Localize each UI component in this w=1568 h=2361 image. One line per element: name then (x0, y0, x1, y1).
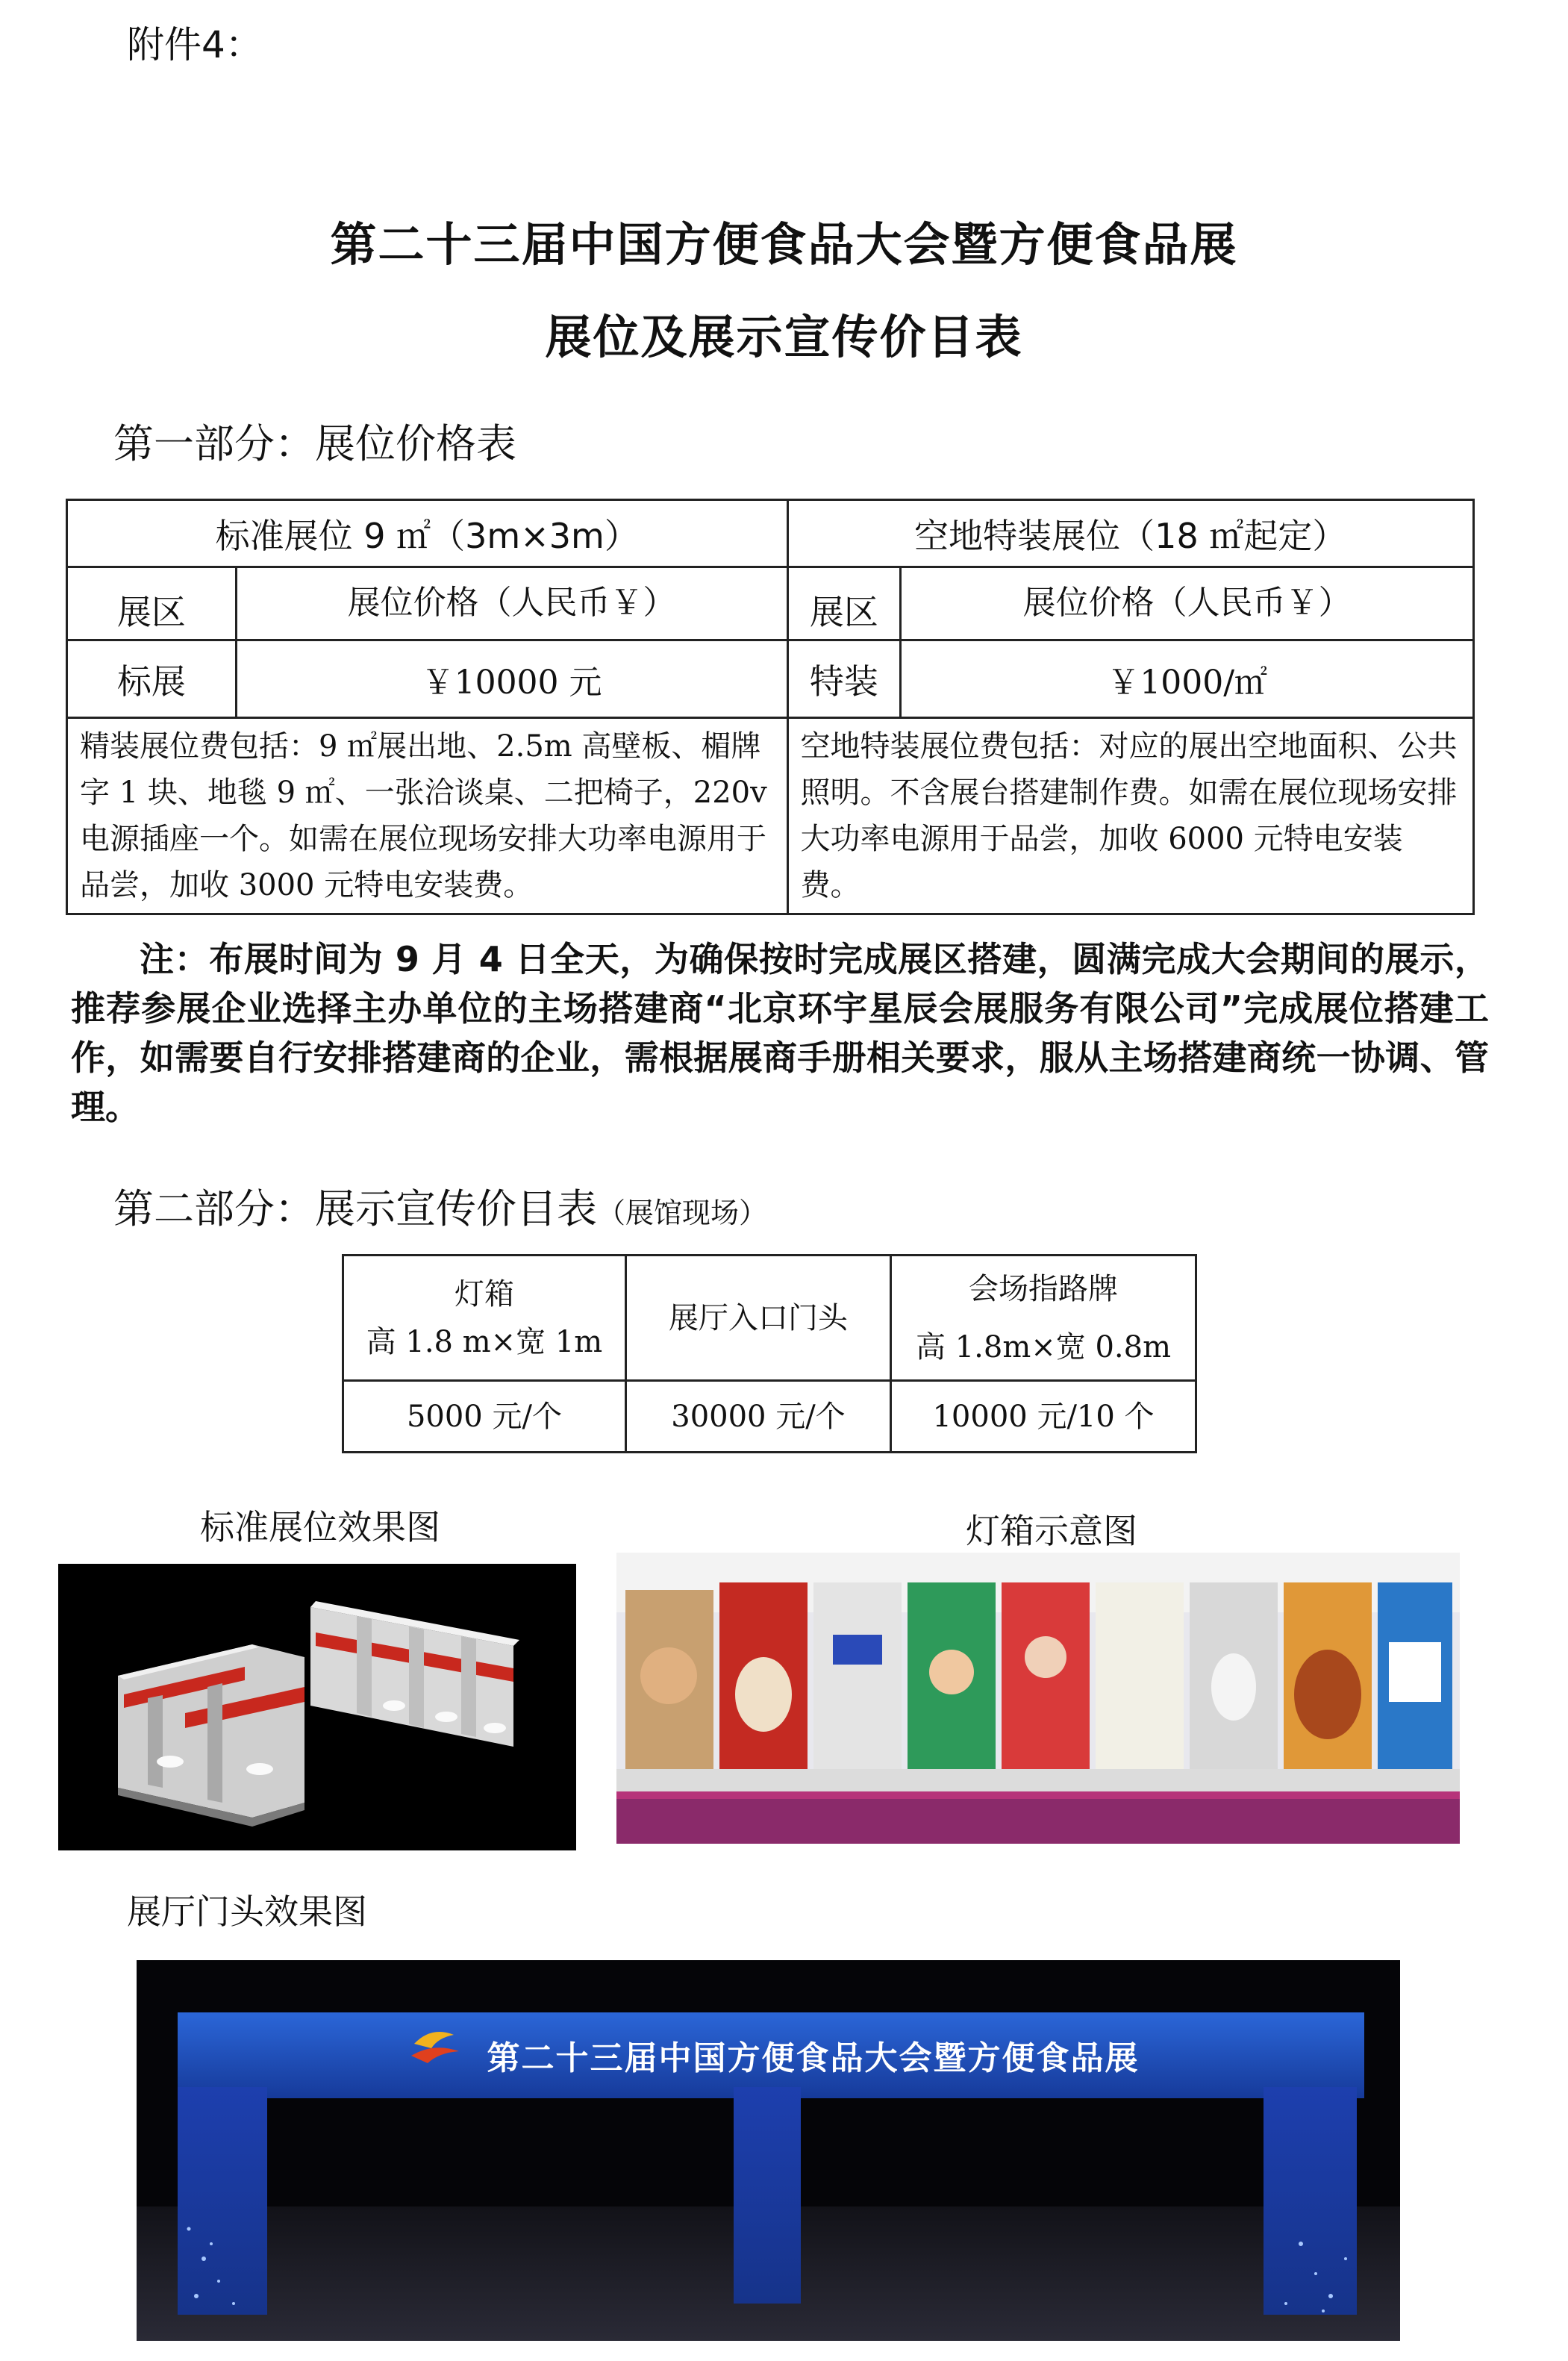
booth-render-caption: 标准展位效果图 (200, 1507, 440, 1547)
booth-render-image (58, 1564, 576, 1850)
special-price-value: ￥1000/㎡ (901, 640, 1474, 718)
attachment-label: 附件4： (127, 23, 263, 66)
booth-price-table (66, 499, 1475, 915)
lightbox-price: 5000 元/个 (343, 1381, 626, 1453)
standard-booth-description: 精装展位费包括：9 ㎡展出地、2.5m 高壁板、楣牌字 1 块、地毯 9 ㎡、一张洽谈桌、二把椅子，220v 电源插座一个。如需在展位现场安排大功率电源用于品尝，加收 3000 元特电安装费。 (67, 718, 788, 914)
entrance-name: 展厅入口门头 (625, 1256, 890, 1381)
standard-price-value: ￥10000 元 (236, 640, 787, 718)
part2-heading-text: 第二部分：展示宣传价目表 (113, 1185, 597, 1232)
signpost-price: 10000 元/10 个 (891, 1381, 1196, 1453)
standard-zone-name: 标展 (67, 640, 237, 718)
standard-booth-header: 标准展位 9 ㎡（3m×3m） (67, 500, 788, 567)
signpost-size: 高 1.8m×宽 0.8m (916, 1329, 1172, 1364)
standard-price-label: 展位价格（人民币￥） (236, 567, 787, 640)
entrance-caption: 展厅门头效果图 (127, 1891, 367, 1932)
entrance-banner-text: 第二十三届中国方便食品大会暨方便食品展 (487, 2039, 1140, 2077)
lightbox-photo (616, 1553, 1460, 1844)
standard-zone-label: 展区 (67, 567, 237, 640)
special-zone-label: 展区 (787, 567, 901, 640)
entrance-render-image (137, 1960, 1400, 2341)
setup-note: 注：布展时间为 9 月 4 日全天，为确保按时完成展区搭建，圆满完成大会期间的展示，推荐参展企业选择主办单位的主场搭建商“北京环宇星辰会展服务有限公司”完成展位搭建工作，如需要自行安排搭建商的企业，需根据展商手册相关要求，服从主场搭建商统一协调、管理。 (71, 939, 1489, 1127)
signpost-name: 会场指路牌 (969, 1271, 1119, 1306)
special-booth-header: 空地特装展位（18 ㎡起定） (787, 500, 1474, 567)
special-booth-description: 空地特装展位费包括：对应的展出空地面积、公共照明。不含展台搭建制作费。如需在展位现场安排大功率电源用于品尝，加收 6000 元特电安装费。 (787, 718, 1474, 914)
document-subtitle: 展位及展示宣传价目表 (545, 310, 1023, 364)
document-title: 第二十三届中国方便食品大会暨方便食品展 (330, 217, 1238, 272)
part2-heading-sub: （展馆现场） (597, 1197, 768, 1229)
lightbox-size: 高 1.8 m×宽 1m (366, 1324, 603, 1359)
special-price-label: 展位价格（人民币￥） (901, 567, 1474, 640)
signpost-cell (891, 1256, 1196, 1381)
promo-price-table (342, 1254, 1197, 1453)
lightbox-name: 灯箱 (454, 1276, 514, 1312)
part2-heading (113, 1177, 767, 1235)
entrance-price: 30000 元/个 (625, 1381, 890, 1453)
lightbox-caption: 灯箱示意图 (966, 1511, 1137, 1551)
lightbox-cell (343, 1256, 626, 1381)
special-zone-name: 特装 (787, 640, 901, 718)
part1-heading: 第一部分：展位价格表 (113, 420, 516, 467)
